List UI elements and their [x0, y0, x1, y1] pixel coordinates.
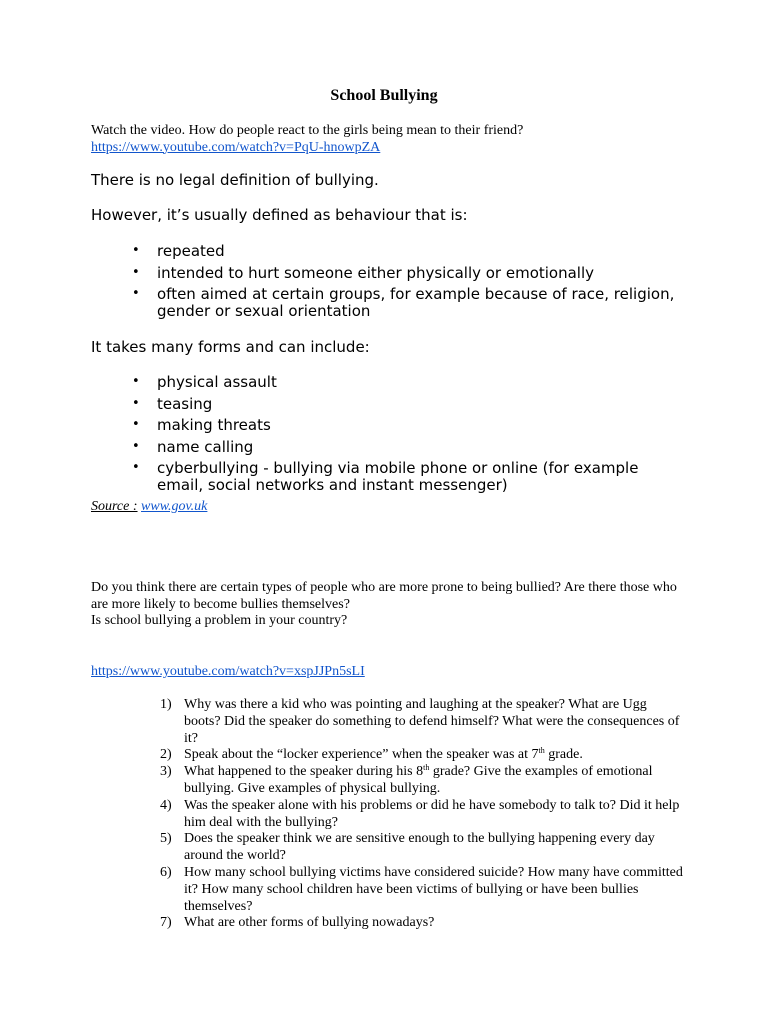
question-item: 7) What are other forms of bullying nowadays?	[160, 915, 435, 931]
discussion-block	[91, 580, 681, 630]
list-item: • often aimed at certain groups, for example because of race, religion, gender or sexual orientation	[132, 285, 675, 320]
intro-block	[91, 123, 691, 156]
bullet-icon: •	[132, 460, 140, 475]
forms-intro-text: It takes many forms and can include:	[91, 338, 370, 356]
video-link-2-block	[91, 664, 691, 681]
list-item: • physical assault	[132, 373, 277, 391]
source-line	[91, 499, 691, 515]
definition-text-1: There is no legal definition of bullying.	[91, 171, 379, 189]
definition-para-2	[91, 207, 691, 224]
question-item: 1) Why was there a kid who was pointing and laughing at the speaker? What are Ugg boots? Did the speaker do something to defend himself? What were the consequences of it?	[160, 697, 680, 746]
list-item: • repeated	[132, 242, 225, 260]
bullet-icon: •	[132, 286, 140, 301]
definition-para-1	[91, 172, 691, 189]
question-item: 3) What happened to the speaker during his 8th grade? Give the examples of emotional bullying. Give examples of physical bullying.	[160, 763, 653, 796]
list-item: • name calling	[132, 437, 254, 456]
bullet-icon: •	[132, 438, 140, 454]
question-item: 6) How many school bullying victims have considered suicide? How many have committed it? How many school children have been victims of bullying or have been bullies themselves?	[160, 864, 683, 914]
definition-list	[132, 242, 677, 324]
bullet-icon: •	[132, 374, 140, 389]
bullet-icon: •	[132, 264, 140, 280]
source-label: Source :	[91, 499, 138, 514]
question-item: 4) Was the speaker alone with his problems or did he have somebody to talk to? Did it help him deal with the bullying?	[160, 797, 680, 830]
question-item: 2) Speak about the “locker experience” when the speaker was at 7th grade.	[160, 746, 583, 763]
questions-list	[160, 697, 684, 932]
question-item: 5) Does the speaker think we are sensitive enough to the bullying happening every day around the world?	[160, 831, 655, 864]
intro-prompt: Watch the video. How do people react to the girls being mean to their friend?	[91, 123, 524, 138]
list-item: • making threats	[132, 416, 271, 434]
discussion-question-1: Do you think there are certain types of people who are more prone to being bullied? Are there those who are more likely to become bullies themselves?	[91, 580, 677, 612]
page-title: School Bullying	[330, 87, 438, 104]
forms-intro	[91, 339, 691, 356]
definition-text-2: However, it’s usually defined as behaviour that is:	[91, 206, 468, 224]
video-link-1[interactable]: https://www.youtube.com/watch?v=PqU-hnowpZA	[91, 139, 381, 155]
bullet-icon: •	[132, 243, 140, 258]
source-link[interactable]: www.gov.uk	[141, 499, 208, 514]
discussion-question-2: Is school bullying a problem in your country?	[91, 613, 348, 628]
list-item: • intended to hurt someone either physically or emotionally	[132, 263, 595, 282]
list-item: • teasing	[132, 394, 213, 413]
bullet-icon: •	[132, 395, 140, 411]
video-link-2[interactable]: https://www.youtube.com/watch?v=xspJJPn5sLI	[91, 664, 365, 679]
forms-list	[132, 373, 677, 498]
list-item: • cyberbullying - bullying via mobile phone or online (for example email, social networks and instant messenger)	[132, 459, 639, 494]
bullet-icon: •	[132, 417, 140, 432]
